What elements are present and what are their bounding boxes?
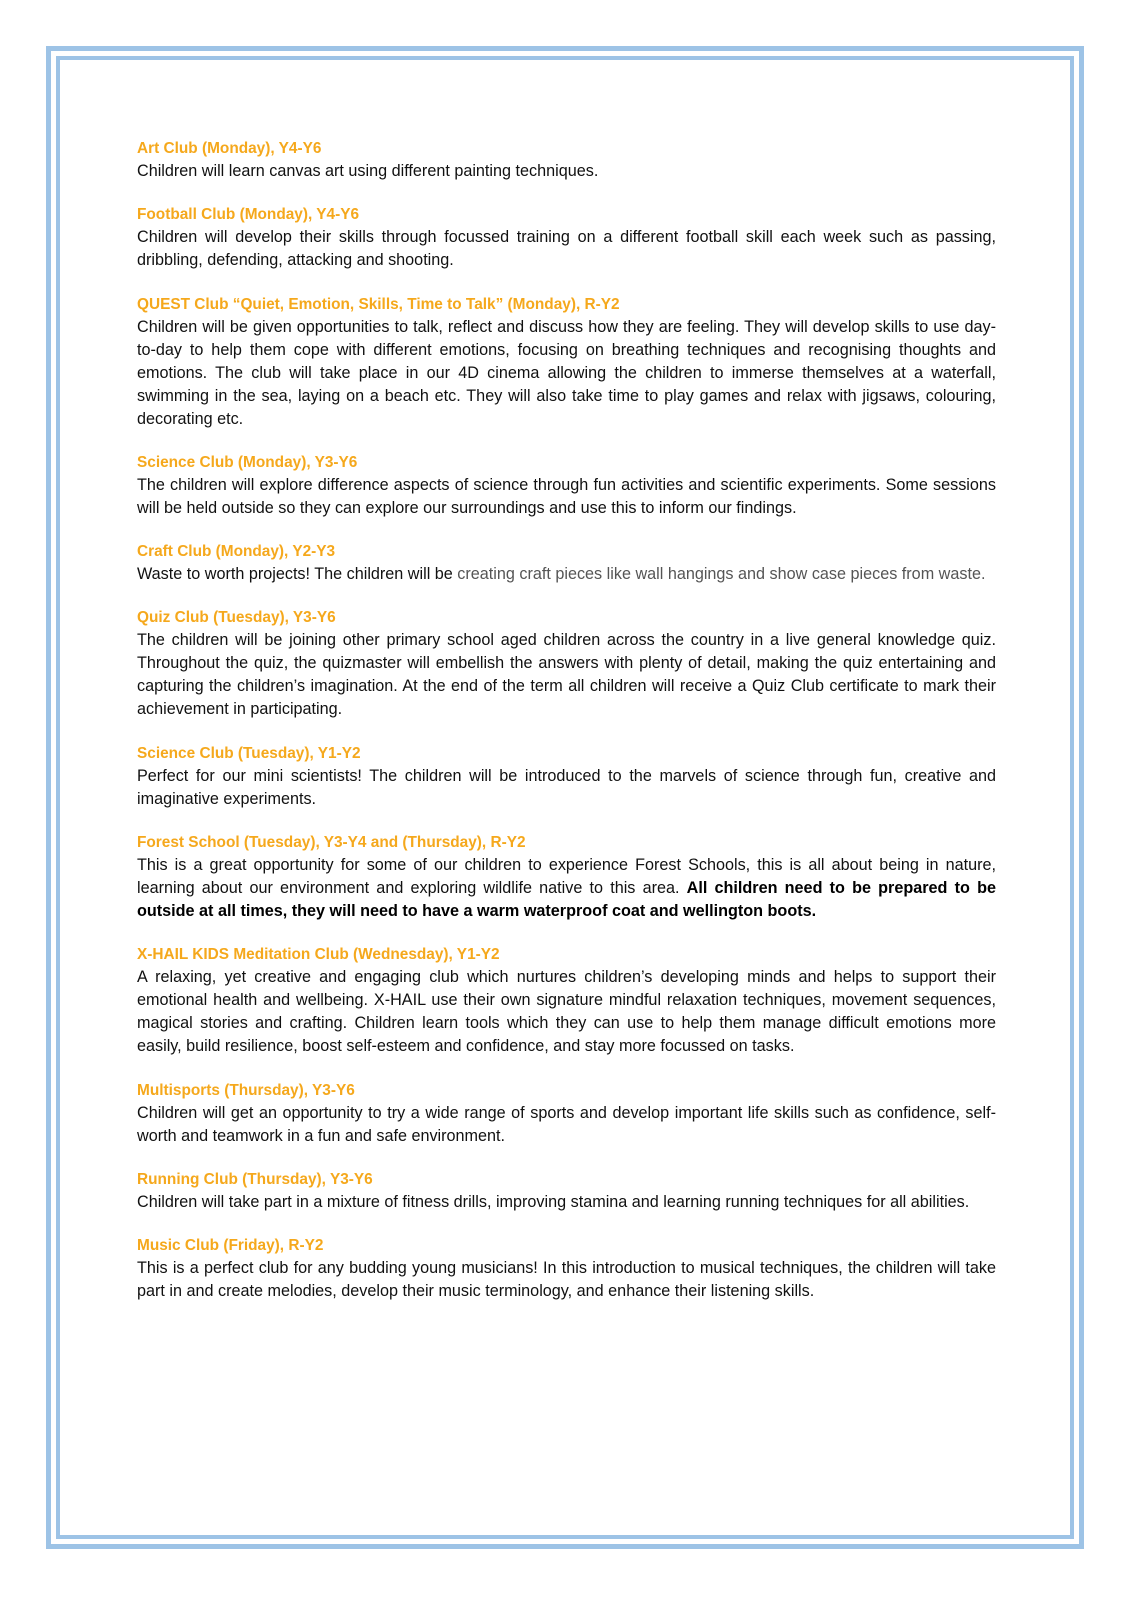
- club-description: Children will take part in a mixture of fitness drills, improving stamina and learning running techniques for all abilities.: [137, 1192, 970, 1211]
- club-description: Perfect for our mini scientists! The children will be introduced to the marvels of science through fun, creative and imaginative experiments.: [137, 766, 996, 808]
- club-description: A relaxing, yet creative and engaging club which nurtures children’s developing minds and helps to support their emotional health and wellbeing. X-HAIL use their own signature mindful relaxation techniques, movement sequences, magical stories and crafting. Children learn tools which they can use to help them manage difficult emotions more easily, build resilience, boost self-esteem and confidence, and stay more focussed on tasks.: [137, 968, 996, 1056]
- club-running: [137, 1168, 996, 1214]
- club-art: [137, 137, 996, 183]
- club-description: Children will get an opportunity to try a wide range of sports and develop important life skills such as confidence, self-worth and teamwork in a fun and safe environment.: [137, 1103, 996, 1145]
- club-music: [137, 1234, 996, 1303]
- club-title: X-HAIL KIDS Meditation Club (Wednesday), Y1-Y2: [137, 946, 500, 964]
- club-science-monday: [137, 451, 996, 520]
- club-description: Children will develop their skills through focussed training on a different football skill each week such as passing, dribbling, defending, attacking and shooting.: [137, 228, 996, 270]
- club-forest-school: [137, 831, 996, 923]
- club-title: Forest School (Tuesday), Y3-Y4 and (Thursday), R-Y2: [137, 834, 526, 852]
- club-title: Running Club (Thursday), Y3-Y6: [137, 1170, 373, 1188]
- club-description-grey: creating craft pieces like wall hangings and show case pieces from waste.: [457, 565, 986, 584]
- club-title: Craft Club (Monday), Y2-Y3: [137, 543, 336, 561]
- club-title: Football Club (Monday), Y4-Y6: [137, 206, 360, 224]
- club-description: Children will be given opportunities to talk, reflect and discuss how they are feeling. They will develop skills to use day-to-day to help them cope with different emotions, focusing on breathing techniques and recognising thoughts and emotions. The club will take place in our 4D cinema allowing the children to immerse themselves at a waterfall, swimming in the sea, laying on a beach etc. They will also take time to play games and relax with jigsaws, colouring, decorating etc.: [137, 317, 996, 428]
- club-title: Music Club (Friday), R-Y2: [137, 1237, 324, 1255]
- club-description-bold: All children need to be prepared to be outside at all times, they will need to have a warm waterproof coat and wellington boots.: [137, 879, 996, 921]
- club-multisports: [137, 1079, 996, 1148]
- club-title: Quiz Club (Tuesday), Y3-Y6: [137, 609, 336, 627]
- club-description: The children will explore difference aspects of science through fun activities and scientific experiments. Some sessions will be held outside so they can explore our surroundings and use this to inform our findings.: [137, 475, 996, 517]
- club-title: Science Club (Monday), Y3-Y6: [137, 453, 358, 471]
- club-quest: [137, 293, 996, 431]
- club-science-tuesday: [137, 742, 996, 811]
- club-title: Science Club (Tuesday), Y1-Y2: [137, 744, 361, 762]
- club-description-part: Waste to worth projects! The children will be: [137, 565, 458, 584]
- club-list: [137, 137, 996, 1324]
- club-title: Art Club (Monday), Y4-Y6: [137, 140, 322, 157]
- club-title: Multisports (Thursday), Y3-Y6: [137, 1081, 355, 1099]
- club-football: [137, 203, 996, 272]
- club-description: [137, 854, 996, 923]
- club-description: This is a perfect club for any budding young musicians! In this introduction to musical techniques, the children will take part in and create melodies, develop their music terminology, and enhance their listening skills.: [137, 1259, 996, 1301]
- club-description: [137, 563, 996, 586]
- club-description-part: This is a great opportunity for some of our children to experience Forest Schools, this is all about being in nature, learning about our environment and exploring wildlife native to this area.: [137, 856, 996, 898]
- club-title: QUEST Club “Quiet, Emotion, Skills, Time to Talk” (Monday), R-Y2: [137, 295, 620, 313]
- club-craft: [137, 540, 996, 586]
- club-quiz: [137, 606, 996, 721]
- club-description: Children will learn canvas art using different painting techniques.: [137, 162, 599, 180]
- club-description: The children will be joining other primary school aged children across the country in a live general knowledge quiz. Throughout the quiz, the quizmaster will embellish the answers with plenty of detail, making the quiz entertaining and capturing the children’s imagination. At the end of the term all children will receive a Quiz Club certificate to mark their achievement in participating.: [137, 631, 996, 719]
- club-meditation: [137, 943, 996, 1058]
